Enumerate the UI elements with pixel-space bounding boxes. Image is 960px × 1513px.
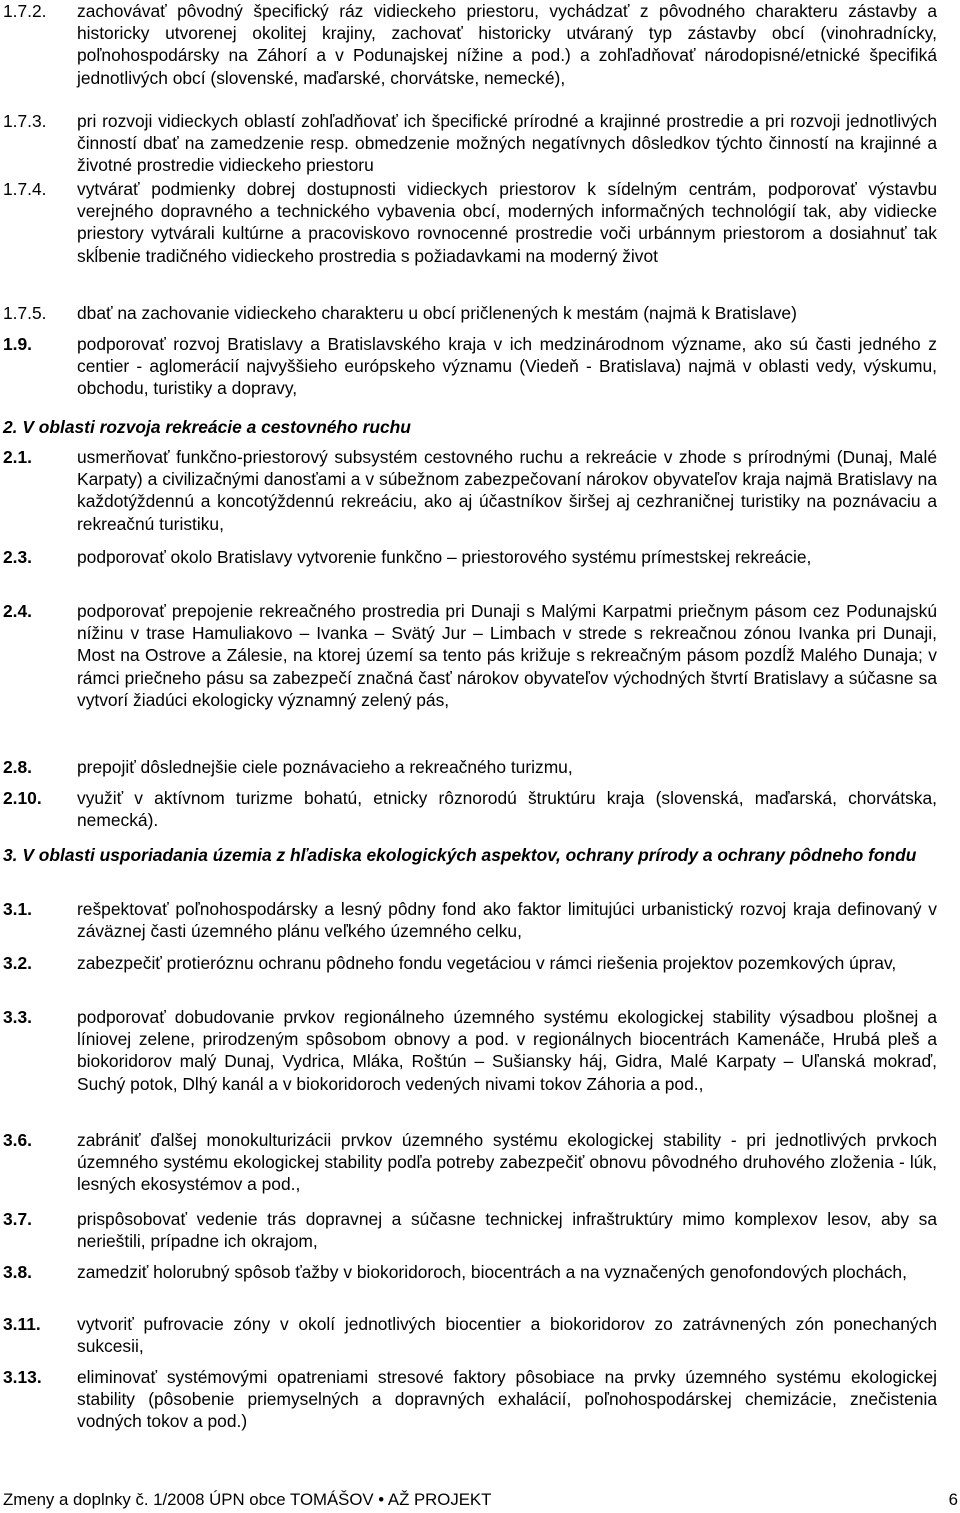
item-text: usmerňovať funkčno-priestorový subsystém cestovného ruchu a rekreácie v zhode s prírodnými (Dunaj, Malé Karpaty) a civilizačnými danosťami a v súbežnom zabezpečovaní nárokov obyvateľov kraja najmä Bratislavy na každotýždennú a koncotýždennú rekreáciu, ako aj účastníkov širšej aj cezhraničnej turistiky na poznávaciu a rekreačnú turistiku, [77,447,937,534]
item-number: 3.1. [3,899,33,919]
list-item [0,1208,937,1252]
item-text: zabezpečiť protieróznu ochranu pôdneho fondu vegetáciou v rámci riešenia projektov pozemkových úprav, [77,953,897,973]
item-number: 1.7.3. [3,111,47,131]
section-heading-ecology: 3. V oblasti usporiadania územia z hľadiska ekologických aspektov, ochrany prírody a ochrany pôdneho fondu [3,845,917,865]
item-text: rešpektovať poľnohospodársky a lesný pôdny fond ako faktor limitujúci urbanistický rozvoj kraja definovaný v záväznej časti územného plánu veľkého územného celku, [77,899,937,942]
item-text: podporovať okolo Bratislavy vytvorenie funkčno – priestorového systému prímestskej rekreácie, [77,547,812,567]
item-text: podporovať prepojenie rekreačného prostredia pri Dunaji s Malými Karpatmi priečnym pásom cez Podunajskú nížinu v trase Hamuliakovo – Ivanka – Svätý Jur – Limbach v strede s rekreačnou zónou Ivanka pri Dunaji, Most na Ostrove a Zálesie, na ktorej území sa tento pás križuje s rekreačným pásom pozdĺž Malého Dunaja; v rámci priečneho pásu sa zabezpečí značná časť nárokov obyvateľov východných štvrtí Bratislavy a súčasne sa vytvorí žiadúci ekologicky významný zelený pás, [77,601,937,710]
item-text: zachovávať pôvodný špecifický ráz vidieckeho priestoru, vychádzať z pôvodného charakteru zástavby a historicky utvorenej okolitej krajiny, zachovať historicky utváraný typ zástavby obcí (vinohradnícky, poľnohospodársky na Záhorí a v Podunajskej nížine a pod.) a zohľadňovať národopisné/etnické špecifiká jednotlivých obcí (slovenské, maďarské, chorvátske, nemecké), [77,1,937,88]
item-number: 2.8. [3,757,33,777]
item-text: eliminovať systémovými opatreniami stresové faktory pôsobiace na prvky územného systému ekologickej stability (pôsobenie priemyselných a dopravných exhalácií, poľnohospodárskej chemizácie, znečistenia vodných tokov a pod.) [77,1367,937,1432]
item-text: zamedziť holorubný spôsob ťažby v biokoridoroch, biocentrách a na vyznačených genofondových plochách, [77,1262,907,1282]
item-text: zabrániť ďalšej monokulturizácii prvkov územného systému ekologickej stability - pri jednotlivých prvkoch územného systému ekologickej stability podľa potreby zabezpečiť obnovu pôvodného druhového zloženia - lúk, lesných ekosystémov a pod., [77,1130,937,1195]
list-item [0,302,937,324]
item-text: podporovať rozvoj Bratislavy a Bratislavského kraja v ich medzinárodnom význame, ako sú časti jedného z centier - aglomerácií najvyššieho európskeho významu (Viedeň - Bratislava) najmä v oblasti vedy, výskumu, obchodu, turistiky a dopravy, [77,334,937,399]
item-text: vytvoriť pufrovacie zóny v okolí jednotlivých biocentier a biokoridorov zo zatrávnených zón ponechaných sukcesii, [77,1314,937,1357]
item-number: 1.7.4. [3,179,47,199]
list-item [0,178,937,267]
list-item [0,1129,937,1196]
list-item [0,110,937,177]
item-number: 3.13. [3,1367,42,1387]
item-number: 1.7.5. [3,303,47,323]
list-item [0,1366,937,1433]
list-item [0,1006,937,1095]
item-number: 3.11. [3,1314,41,1334]
item-number: 3.7. [3,1209,33,1229]
item-number: 1.9. [3,334,33,354]
item-number: 2.10. [3,788,42,808]
list-item [0,333,937,400]
item-number: 3.3. [3,1007,33,1027]
section-heading-recreation: 2. V oblasti rozvoja rekreácie a cestovného ruchu [3,417,411,437]
item-number: 3.6. [3,1130,33,1150]
item-number: 1.7.2. [3,1,47,21]
list-item [0,546,937,568]
item-number: 3.8. [3,1262,33,1282]
list-item [0,1261,937,1283]
item-text: vytvárať podmienky dobrej dostupnosti vidieckych priestorov k sídelným centrám, podporovať výstavbu verejného dopravného a technického vybavenia obcí, moderných informačných technológií tak, aby vidiecke priestory vytvárali kultúrne a pracoviskovo rovnocenné prostredie voči urbánnym priestorom a dosiahnuť tak skĺbenie tradičného vidieckeho prostredia s požiadavkami na moderný život [77,179,937,266]
list-item [0,600,937,711]
item-text: pri rozvoji vidieckych oblastí zohľadňovať ich špecifické prírodné a krajinné prostredie a pri rozvoji jednotlivých činností dbať na zamedzenie resp. obmedzenie možných negatívnych dôsledkov týchto činností na krajinné a životné prostredie vidieckeho priestoru [77,111,937,176]
list-item [0,756,937,778]
list-item [0,1313,937,1357]
item-number: 2.4. [3,601,33,621]
item-text: dbať na zachovanie vidieckeho charakteru u obcí pričlenených k mestám (najmä k Bratislave) [77,303,797,323]
item-text: využiť v aktívnom turizme bohatú, etnicky rôznorodú štruktúru kraja (slovenská, maďarská, chorvátska, nemecká). [77,788,937,831]
list-item [0,787,937,831]
item-text: prispôsobovať vedenie trás dopravnej a súčasne technickej infraštruktúry mimo komplexov lesov, aby sa nerieštili, prípadne ich okrajom, [77,1209,937,1252]
footer-document-title: Zmeny a doplnky č. 1/2008 ÚPN obce TOMÁŠOV • AŽ PROJEKT [3,1490,492,1509]
list-item [0,898,937,942]
item-text: podporovať dobudovanie prvkov regionálneho územného systému ekologickej stability výsadbou plošnej a líniovej zelene, prirodzeným spôsobom obnovy a pod. v regionálnych biocentrách Kamenáče, Hrubá pleš a biokoridorov malý Dunaj, Vydrica, Mláka, Roštún – Sušiansky háj, Gidra, Malé Karpaty – Uľanská mokraď, Suchý potok, Dlhý kanál a v biokoridoroch vedených nivami tokov Záhoria a pod., [77,1007,937,1094]
item-number: 3.2. [3,953,33,973]
list-item [0,952,937,974]
list-item [0,446,937,535]
list-item [0,0,937,89]
item-number: 2.1. [3,447,33,467]
item-text: prepojiť dôslednejšie ciele poznávacieho a rekreačného turizmu, [77,757,573,777]
footer-page-number: 6 [948,1490,958,1509]
item-number: 2.3. [3,547,33,567]
